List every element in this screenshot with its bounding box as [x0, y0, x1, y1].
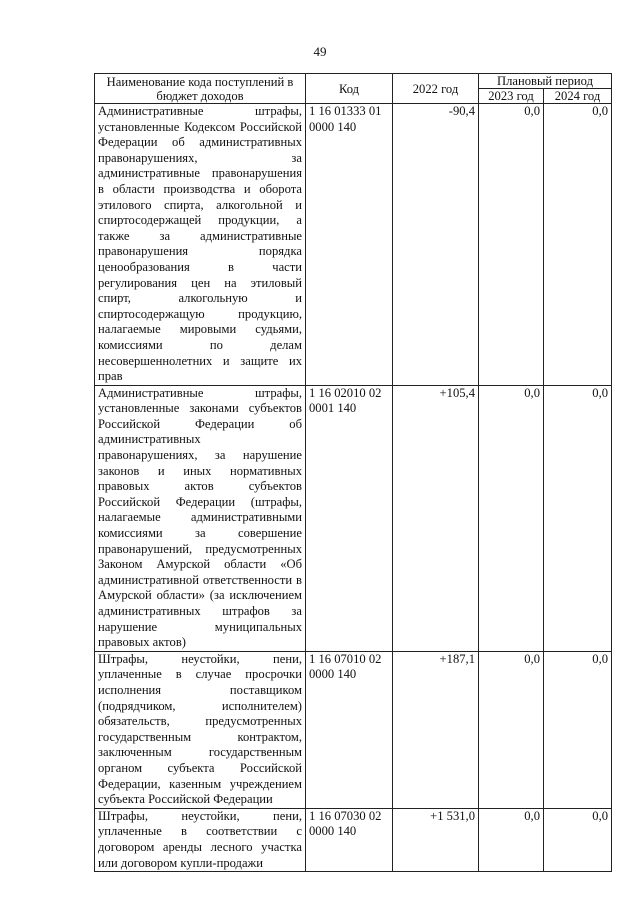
row-code: 1 16 01333 01 0000 140 — [306, 104, 393, 386]
row-name: Штрафы, неустойки, пени, уплаченные в случае просрочки исполнения поставщиком (подрядчиком, исполнителем) обязательств, предусмотренных государственным контрактом, заключенным государственным органом субъекта Российской Федерации, казенным учреждением субъекта Российской Федерации — [95, 651, 306, 808]
table-header-row — [95, 74, 612, 89]
table-row — [95, 808, 612, 871]
row-value-2024: 0,0 — [544, 808, 612, 871]
row-code: 1 16 07010 02 0000 140 — [306, 651, 393, 808]
column-header-2022: 2022 год — [393, 74, 479, 104]
row-value-2024: 0,0 — [544, 651, 612, 808]
row-value-2023: 0,0 — [479, 385, 544, 651]
row-value-2022: +187,1 — [393, 651, 479, 808]
column-header-planned-period: Плановый период — [479, 74, 612, 89]
column-header-code: Код — [306, 74, 393, 104]
row-value-2022: +1 531,0 — [393, 808, 479, 871]
table-row — [95, 651, 612, 808]
row-code: 1 16 02010 02 0001 140 — [306, 385, 393, 651]
revenue-table — [94, 73, 612, 872]
row-value-2024: 0,0 — [544, 385, 612, 651]
row-name: Административные штрафы, установленные законами субъектов Российской Федерации об административных правонарушениях, за нарушение законов и иных нормативных правовых актов субъектов Российской Федерации (штрафы, налагаемые административными комиссиями за совершение правонарушений, предусмотренных Законом Амурской области «Об административной ответственности в Амурской области» (за исключением административных штрафов за нарушение муниципальных правовых актов) — [95, 385, 306, 651]
row-value-2023: 0,0 — [479, 651, 544, 808]
row-value-2024: 0,0 — [544, 104, 612, 386]
row-value-2022: +105,4 — [393, 385, 479, 651]
table-row — [95, 385, 612, 651]
page-number: 49 — [313, 44, 327, 59]
row-code: 1 16 07030 02 0000 140 — [306, 808, 393, 871]
column-header-name: Наименование кода поступлений в бюджет доходов — [95, 74, 306, 104]
row-name: Штрафы, неустойки, пени, уплаченные в соответствии с договором аренды лесного участка или договором купли-продажи — [95, 808, 306, 871]
column-header-2024: 2024 год — [544, 89, 612, 104]
row-value-2023: 0,0 — [479, 808, 544, 871]
row-name: Административные штрафы, установленные Кодексом Российской Федерации об административных правонарушениях, за административные правонарушения в области производства и оборота этилового спирта, алкогольной и спиртосодержащей продукции, а также за административные правонарушения порядка ценообразования в части регулирования цен на этиловый спирт, алкогольную и спиртосодержащую продукцию, налагаемые мировыми судьями, комиссиями по делам несовершеннолетних и защите их прав — [95, 104, 306, 386]
row-value-2023: 0,0 — [479, 104, 544, 386]
column-header-2023: 2023 год — [479, 89, 544, 104]
row-value-2022: -90,4 — [393, 104, 479, 386]
table-row — [95, 104, 612, 386]
